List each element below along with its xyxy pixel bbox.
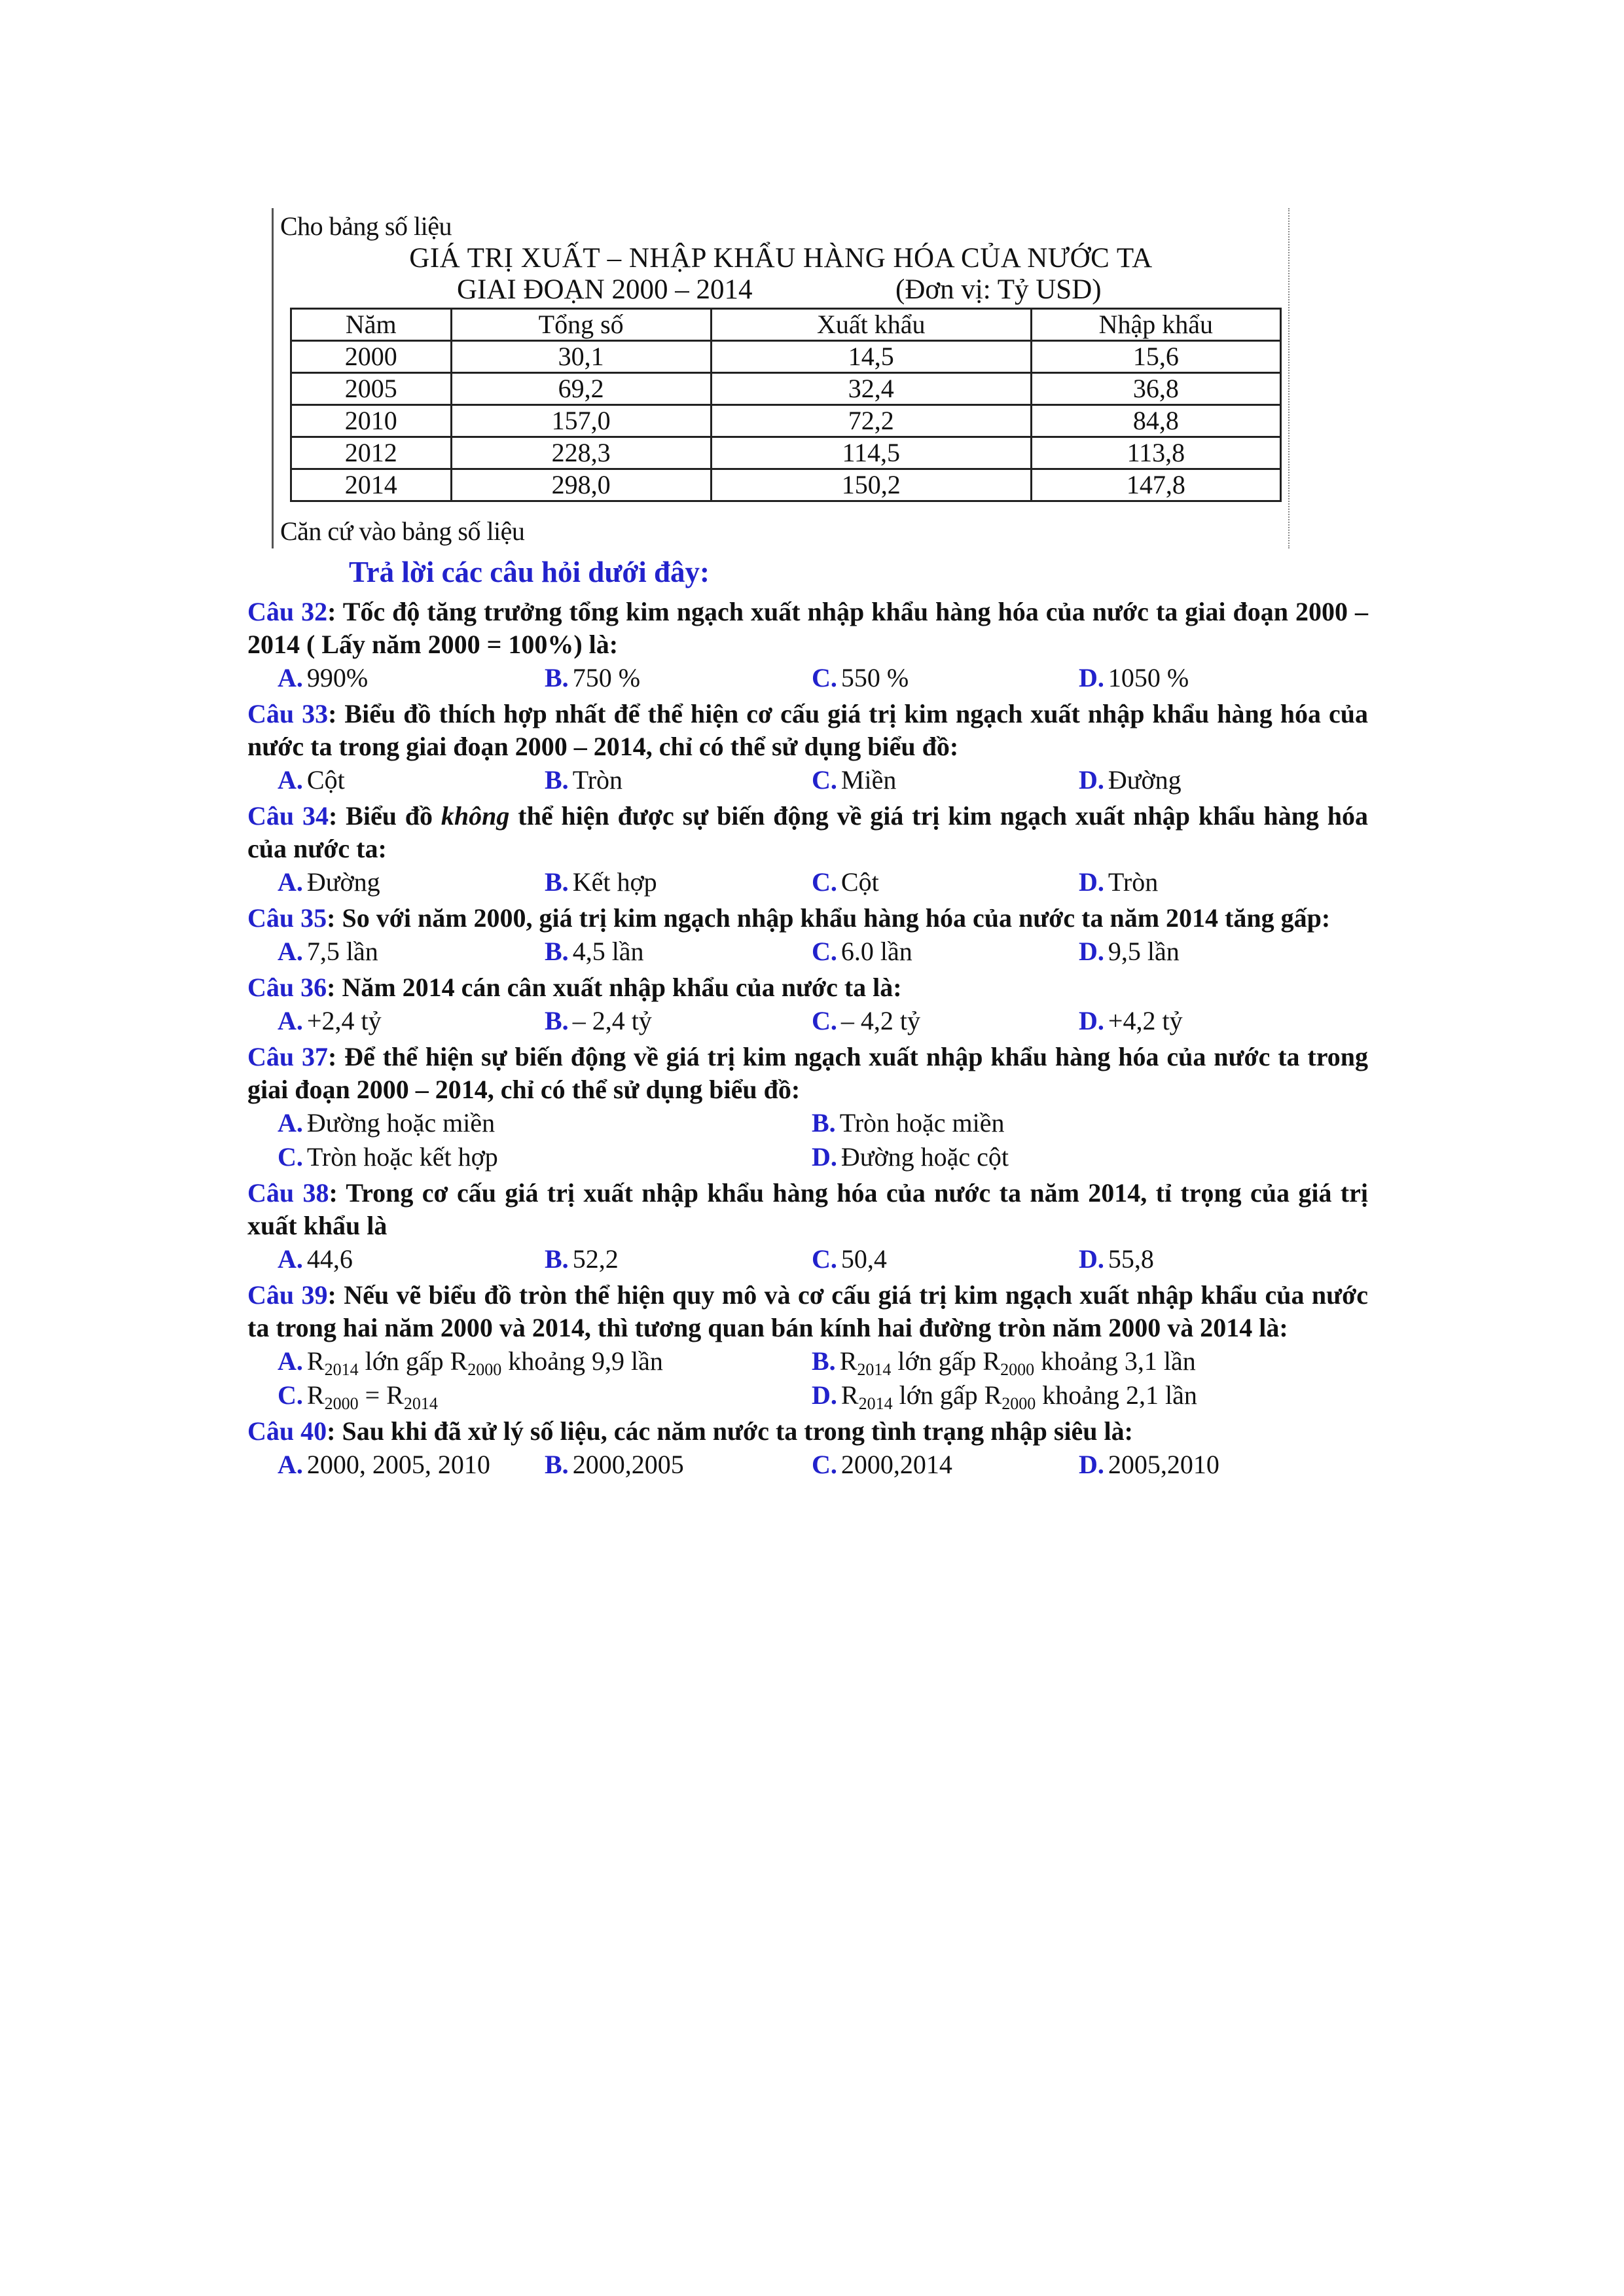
option-text: Đường hoặc cột [840, 1142, 1009, 1172]
option-text: 50,4 [840, 1244, 887, 1274]
table-cell: 15,6 [1031, 341, 1280, 373]
option-letter: C. [812, 937, 837, 966]
question-number: Câu 35 [247, 903, 327, 933]
radius-subscript: 2014 [324, 1360, 359, 1379]
option-text: 2000,2005 [572, 1450, 684, 1479]
option-letter: D. [1079, 867, 1104, 897]
table-cell: 2005 [291, 373, 452, 405]
answer-option-b[interactable] [545, 935, 812, 969]
answer-option-a[interactable] [278, 865, 545, 899]
question-35 [247, 902, 1368, 969]
table-cell: 113,8 [1031, 437, 1280, 469]
option-text: Miền [840, 765, 897, 795]
answer-option-a[interactable] [278, 763, 545, 797]
radius-subscript: 2014 [857, 1360, 892, 1379]
option-letter: C. [278, 1380, 303, 1410]
option-text: 2000,2014 [840, 1450, 952, 1479]
answer-option-c[interactable] [812, 935, 1079, 969]
option-letter: D. [1079, 937, 1104, 966]
answer-option-c[interactable] [812, 1004, 1079, 1038]
option-text: khoảng 9,9 lần [501, 1346, 663, 1376]
trade-value-table [290, 308, 1282, 502]
answer-option-d[interactable] [1079, 1242, 1346, 1276]
option-text: lớn gấp R [358, 1346, 468, 1376]
option-text: khoảng 3,1 lần [1034, 1346, 1196, 1376]
option-letter: A. [278, 1450, 303, 1479]
question-37 [247, 1041, 1368, 1174]
answer-option-a[interactable] [278, 1106, 812, 1140]
table-cell: 157,0 [451, 405, 711, 437]
answer-option-a[interactable] [278, 1242, 545, 1276]
question-prompt: : Biểu đồ thích hợp nhất để thể hiện cơ cấu giá trị kim ngạch xuất nhập khẩu hàng hóa của nước ta trong giai đoạn 2000 – 2014, chỉ có thể sử dụng biểu đồ: [247, 699, 1368, 761]
answer-option-a[interactable] [278, 1344, 812, 1378]
option-text: +2,4 tỷ [306, 1006, 382, 1035]
answer-options [247, 1344, 1368, 1412]
radius-subscript: 2000 [1001, 1394, 1036, 1413]
option-text: 52,2 [572, 1244, 619, 1274]
answer-option-c[interactable] [812, 661, 1079, 695]
option-text: 55,8 [1108, 1244, 1154, 1274]
table-cell: 2014 [291, 469, 452, 501]
option-text: lớn gấp R [891, 1346, 1001, 1376]
option-letter: A. [278, 1244, 303, 1274]
option-letter: B. [545, 1244, 569, 1274]
table-cell: 147,8 [1031, 469, 1280, 501]
option-text: Tròn [572, 765, 623, 795]
question-text [247, 1415, 1368, 1448]
option-letter: D. [1079, 1006, 1104, 1035]
option-text: 550 % [840, 663, 909, 692]
question-number: Câu 33 [247, 699, 329, 728]
option-letter: A. [278, 867, 303, 897]
option-text: lớn gấp R [892, 1380, 1002, 1410]
answer-option-d[interactable] [1079, 1004, 1346, 1038]
answer-options [247, 1448, 1368, 1482]
option-text: Cột [306, 765, 345, 795]
question-36 [247, 971, 1368, 1038]
option-letter: C. [812, 765, 837, 795]
answer-option-b[interactable] [812, 1344, 1346, 1378]
question-prompt-start: : Biểu đồ [328, 801, 441, 831]
radius-symbol: R [840, 1380, 859, 1410]
table-row [291, 373, 1281, 405]
question-number: Câu 34 [247, 801, 329, 831]
question-text [247, 800, 1368, 865]
option-letter: B. [545, 1006, 569, 1035]
table-row [291, 469, 1281, 501]
option-letter: C. [278, 1142, 303, 1172]
table-cell: 84,8 [1031, 405, 1280, 437]
answer-option-c[interactable] [278, 1378, 812, 1412]
table-cell: 32,4 [711, 373, 1031, 405]
question-number: Câu 39 [247, 1280, 328, 1310]
option-text: Tròn hoặc kết hợp [306, 1142, 498, 1172]
answer-option-c[interactable] [812, 1242, 1079, 1276]
option-letter: B. [812, 1108, 836, 1138]
answer-option-a[interactable] [278, 935, 545, 969]
answer-options [247, 1242, 1368, 1276]
option-letter: C. [812, 1244, 837, 1274]
question-number: Câu 40 [247, 1416, 327, 1446]
question-number: Câu 32 [247, 597, 328, 626]
option-letter: A. [278, 663, 303, 692]
table-header-cell: Nhập khẩu [1031, 309, 1280, 341]
option-letter: B. [545, 1450, 569, 1479]
answer-options [247, 1106, 1368, 1174]
option-text: 4,5 lần [572, 937, 644, 966]
question-prompt: : So với năm 2000, giá trị kim ngạch nhập khẩu hàng hóa của nước ta năm 2014 tăng gấp: [327, 903, 1331, 933]
answer-option-d[interactable] [1079, 1448, 1346, 1482]
option-text: 9,5 lần [1108, 937, 1180, 966]
option-letter: D. [812, 1142, 837, 1172]
question-list [247, 596, 1368, 1484]
answer-option-a[interactable] [278, 1004, 545, 1038]
option-text: 990% [306, 663, 369, 692]
radius-subscript: 2000 [324, 1394, 359, 1413]
option-text: 44,6 [306, 1244, 353, 1274]
option-text: Tròn hoặc miền [839, 1108, 1005, 1138]
answer-option-b[interactable] [812, 1106, 1346, 1140]
table-unit: (Đơn vị: Tỷ USD) [895, 274, 1102, 305]
table-header-row [291, 309, 1281, 341]
table-cell: 2012 [291, 437, 452, 469]
question-number: Câu 36 [247, 973, 327, 1002]
question-text [247, 902, 1368, 935]
option-letter: C. [812, 663, 837, 692]
radius-symbol: R [306, 1346, 325, 1376]
answer-option-d[interactable] [1079, 661, 1346, 695]
option-text: Đường [1108, 765, 1182, 795]
question-number: Câu 37 [247, 1042, 328, 1071]
answer-option-a[interactable] [278, 661, 545, 695]
data-table-section [272, 208, 1290, 548]
table-cell: 30,1 [451, 341, 711, 373]
question-prompt-end: thể hiện được sự biến động về giá trị kim ngạch xuất nhập khẩu hàng hóa của nước ta: [247, 801, 1369, 863]
option-text: Đường [306, 867, 380, 897]
table-cell: 114,5 [711, 437, 1031, 469]
option-letter: A. [278, 765, 303, 795]
option-text: khoảng 2,1 lần [1036, 1380, 1197, 1410]
table-cell: 69,2 [451, 373, 711, 405]
answer-option-c[interactable] [278, 1140, 812, 1174]
answer-option-b[interactable] [545, 865, 812, 899]
option-text: – 4,2 tỷ [840, 1006, 921, 1035]
table-cell: 72,2 [711, 405, 1031, 437]
answer-option-d[interactable] [1079, 763, 1346, 797]
table-row [291, 341, 1281, 373]
question-text [247, 596, 1368, 661]
radius-symbol: R [839, 1346, 857, 1376]
option-letter: A. [278, 1006, 303, 1035]
table-title: GIÁ TRỊ XUẤT – NHẬP KHẨU HÀNG HÓA CỦA NƯỚC TA [409, 243, 1153, 274]
question-number: Câu 38 [247, 1178, 329, 1208]
option-text: = R [358, 1380, 404, 1410]
option-letter: A. [278, 1108, 303, 1138]
question-40 [247, 1415, 1368, 1482]
option-letter: C. [812, 1006, 837, 1035]
option-text: 2000, 2005, 2010 [306, 1450, 490, 1479]
question-prompt: : Năm 2014 cán cân xuất nhập khẩu của nước ta là: [327, 973, 902, 1002]
option-letter: C. [812, 867, 837, 897]
answer-option-d[interactable] [1079, 865, 1346, 899]
answer-option-a[interactable] [278, 1448, 545, 1482]
option-text: 7,5 lần [306, 937, 378, 966]
answer-options [247, 935, 1368, 969]
option-text: 6.0 lần [840, 937, 912, 966]
answer-option-c[interactable] [812, 865, 1079, 899]
question-38 [247, 1177, 1368, 1276]
option-text: Tròn [1108, 867, 1159, 897]
question-prompt: : Sau khi đã xử lý số liệu, các năm nước ta trong tình trạng nhập siêu là: [327, 1416, 1133, 1446]
answer-option-b[interactable] [545, 763, 812, 797]
table-intro: Cho bảng số liệu [280, 211, 452, 241]
radius-subscript: 2000 [1000, 1360, 1035, 1379]
option-letter: D. [1079, 1450, 1104, 1479]
question-text [247, 1177, 1368, 1242]
option-text: 2005,2010 [1108, 1450, 1219, 1479]
table-cell: 2000 [291, 341, 452, 373]
question-text [247, 698, 1368, 763]
answer-option-b[interactable] [545, 1004, 812, 1038]
option-letter: D. [812, 1380, 837, 1410]
option-text: Kết hợp [572, 867, 657, 897]
question-prompt: : Tốc độ tăng trưởng tổng kim ngạch xuất nhập khẩu hàng hóa của nước ta giai đoạn 2000 – 2014 ( Lấy năm 2000 = 100%) là: [247, 597, 1368, 659]
table-cell: 298,0 [451, 469, 711, 501]
option-letter: C. [812, 1450, 837, 1479]
table-cell: 228,3 [451, 437, 711, 469]
table-header-cell: Tổng số [451, 309, 711, 341]
radius-symbol: R [306, 1380, 325, 1410]
answer-option-c[interactable] [812, 1448, 1079, 1482]
option-letter: B. [545, 937, 569, 966]
option-text: Đường hoặc miền [306, 1108, 496, 1138]
option-letter: A. [278, 1346, 303, 1376]
question-34 [247, 800, 1368, 899]
answer-options [247, 865, 1368, 899]
option-letter: D. [1079, 663, 1104, 692]
question-prompt: : Trong cơ cấu giá trị xuất nhập khẩu hàng hóa của nước ta năm 2014, tỉ trọng của giá trị xuất khẩu là [247, 1178, 1368, 1240]
option-letter: B. [545, 663, 569, 692]
answer-option-d[interactable] [812, 1378, 1346, 1412]
question-33 [247, 698, 1368, 797]
option-text: – 2,4 tỷ [572, 1006, 652, 1035]
question-32 [247, 596, 1368, 695]
radius-subscript: 2014 [403, 1394, 438, 1413]
table-cell: 14,5 [711, 341, 1031, 373]
option-letter: D. [1079, 1244, 1104, 1274]
answer-option-c[interactable] [812, 763, 1079, 797]
answer-option-b[interactable] [545, 1242, 812, 1276]
answer-option-d[interactable] [1079, 935, 1346, 969]
option-letter: B. [545, 765, 569, 795]
option-letter: A. [278, 937, 303, 966]
table-cell: 150,2 [711, 469, 1031, 501]
option-text: +4,2 tỷ [1108, 1006, 1183, 1035]
answer-option-b[interactable] [545, 661, 812, 695]
option-text: Cột [840, 867, 879, 897]
answer-option-b[interactable] [545, 1448, 812, 1482]
radius-subscript: 2014 [858, 1394, 893, 1413]
table-period: GIAI ĐOẠN 2000 – 2014 [457, 274, 753, 305]
option-text: 1050 % [1108, 663, 1189, 692]
table-cell: 2010 [291, 405, 452, 437]
option-letter: B. [545, 867, 569, 897]
answer-options [247, 1004, 1368, 1038]
option-letter: D. [1079, 765, 1104, 795]
question-prompt: : Để thể hiện sự biến động về giá trị kim ngạch xuất nhập khẩu hàng hóa của nước ta trong giai đoạn 2000 – 2014, chỉ có thể sử dụng biểu đồ: [247, 1042, 1368, 1104]
question-text [247, 1041, 1368, 1106]
table-row [291, 437, 1281, 469]
answer-options [247, 763, 1368, 797]
radius-subscript: 2000 [467, 1360, 502, 1379]
table-header-cell: Xuất khẩu [711, 309, 1031, 341]
table-outro: Căn cứ vào bảng số liệu [280, 516, 525, 546]
questions-heading: Trả lời các câu hỏi dưới đây: [349, 556, 710, 588]
question-39 [247, 1279, 1368, 1412]
answer-options [247, 661, 1368, 695]
table-row [291, 405, 1281, 437]
table-cell: 36,8 [1031, 373, 1280, 405]
option-letter: B. [812, 1346, 836, 1376]
question-text [247, 971, 1368, 1004]
question-prompt: : Nếu vẽ biểu đồ tròn thể hiện quy mô và cơ cấu giá trị kim ngạch xuất nhập khẩu của nước ta trong hai năm 2000 và 2014, thì tương quan bán kính hai đường tròn năm 2000 và 2014 là: [247, 1280, 1369, 1342]
option-text: 750 % [572, 663, 641, 692]
question-text [247, 1279, 1368, 1344]
answer-option-d[interactable] [812, 1140, 1346, 1174]
table-header-cell: Năm [291, 309, 452, 341]
question-emphasis: không [441, 801, 510, 831]
